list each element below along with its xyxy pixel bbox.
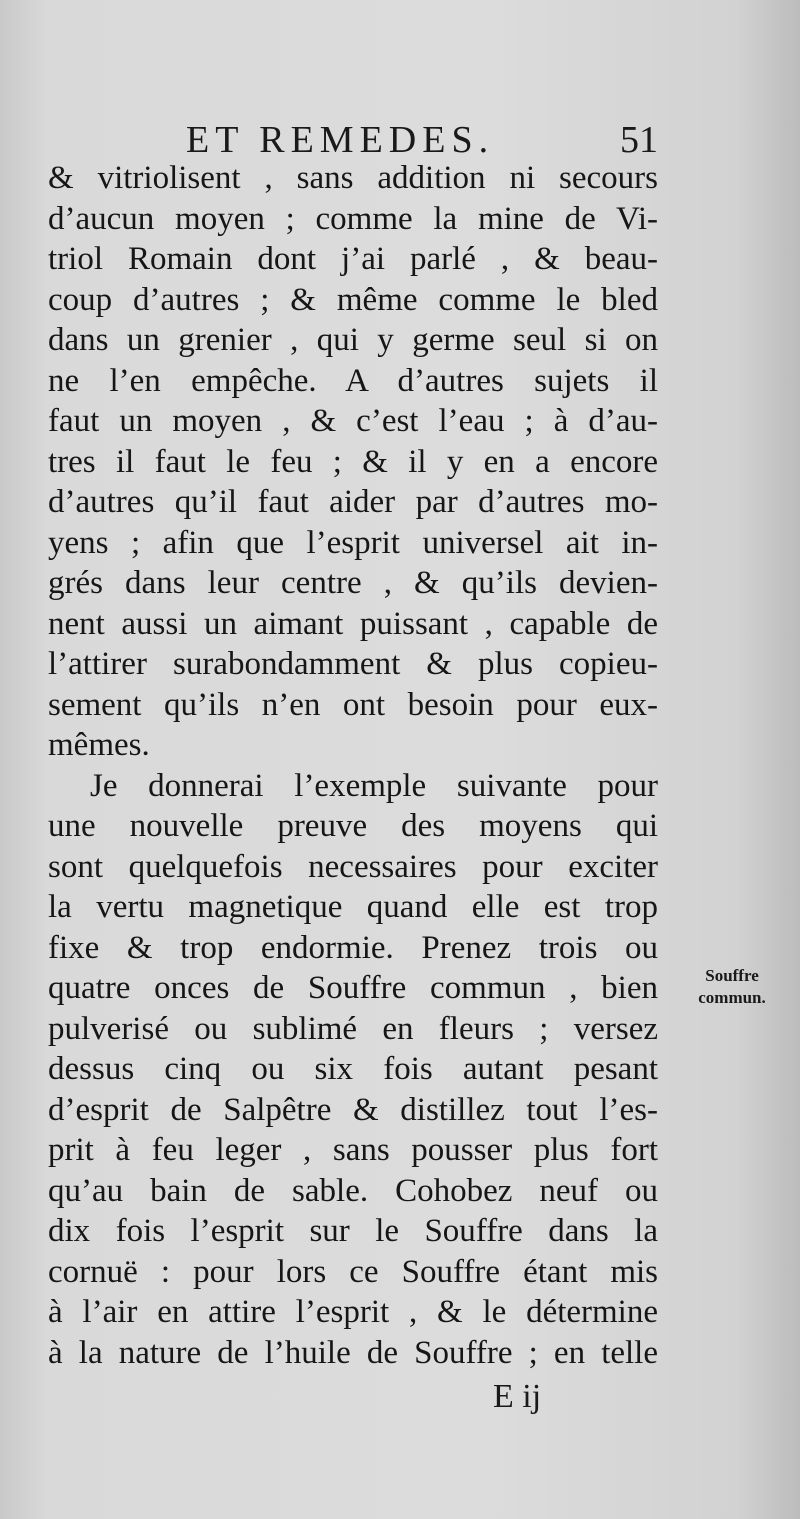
marginal-note-line: commun.	[698, 988, 766, 1007]
text-line: ne l’en empêche. A d’autres sujets il	[48, 362, 658, 399]
text-line: l’attirer surabondamment & plus copieu-	[48, 646, 658, 682]
body-text	[48, 158, 658, 1373]
text-line: & vitriolisent , sans addition ni secours	[48, 160, 658, 196]
marginal-note-line: Souffre	[705, 966, 759, 985]
text-line: d’aucun moyen ; comme la mine de Vi-	[48, 200, 658, 237]
paragraph-start-line: Je donnerai l’exemple suivante pour	[90, 767, 658, 804]
text-line: dessus cinq ou six fois autant pesant	[48, 1051, 658, 1087]
marginal-note	[682, 965, 782, 1009]
text-line: triol Romain dont j’ai parlé , & beau-	[48, 241, 658, 277]
text-line: qu’au bain de sable. Cohobez neuf ou	[48, 1172, 658, 1209]
running-title: ET REMEDES.	[186, 119, 495, 161]
page-number: 51	[620, 119, 658, 161]
text-line: cornuë : pour lors ce Souffre étant mis	[48, 1253, 658, 1290]
text-line: fixe & trop endormie. Prenez trois ou	[48, 929, 658, 966]
text-line: sont quelquefois necessaires pour exciter	[48, 848, 658, 885]
text-line: tres il faut le feu ; & il y en a encore	[48, 443, 658, 480]
text-line: une nouvelle preuve des moyens qui	[48, 808, 658, 844]
text-line: sement qu’ils n’en ont besoin pour eux-	[48, 686, 658, 723]
text-line: grés dans leur centre , & qu’ils devien-	[48, 565, 658, 601]
text-line: yens ; afin que l’esprit universel ait in-	[48, 524, 658, 561]
text-line: quatre onces de Souffre commun , bien	[48, 970, 658, 1006]
text-line: pulverisé ou sublimé en fleurs ; versez	[48, 1010, 658, 1047]
text-line: à l’air en attire l’esprit , & le détermine	[48, 1294, 658, 1330]
text-line: d’autres qu’il faut aider par d’autres mo-	[48, 484, 658, 520]
text-line: prit à feu leger , sans pousser plus fort	[48, 1132, 658, 1168]
signature-mark: E ij	[493, 1378, 542, 1415]
text-line: nent aussi un aimant puissant , capable de	[48, 605, 658, 642]
text-line: à la nature de l’huile de Souffre ; en telle	[48, 1334, 658, 1371]
text-line: dans un grenier , qui y germe seul si on	[48, 322, 658, 358]
paragraph-end-line: mêmes.	[48, 727, 150, 763]
text-line: coup d’autres ; & même comme le bled	[48, 281, 658, 318]
text-line: la vertu magnetique quand elle est trop	[48, 889, 658, 925]
text-line: d’esprit de Salpêtre & distillez tout l’es-	[48, 1091, 658, 1128]
text-line: faut un moyen , & c’est l’eau ; à d’au-	[48, 403, 658, 439]
text-line: dix fois l’esprit sur le Souffre dans la	[48, 1213, 658, 1249]
